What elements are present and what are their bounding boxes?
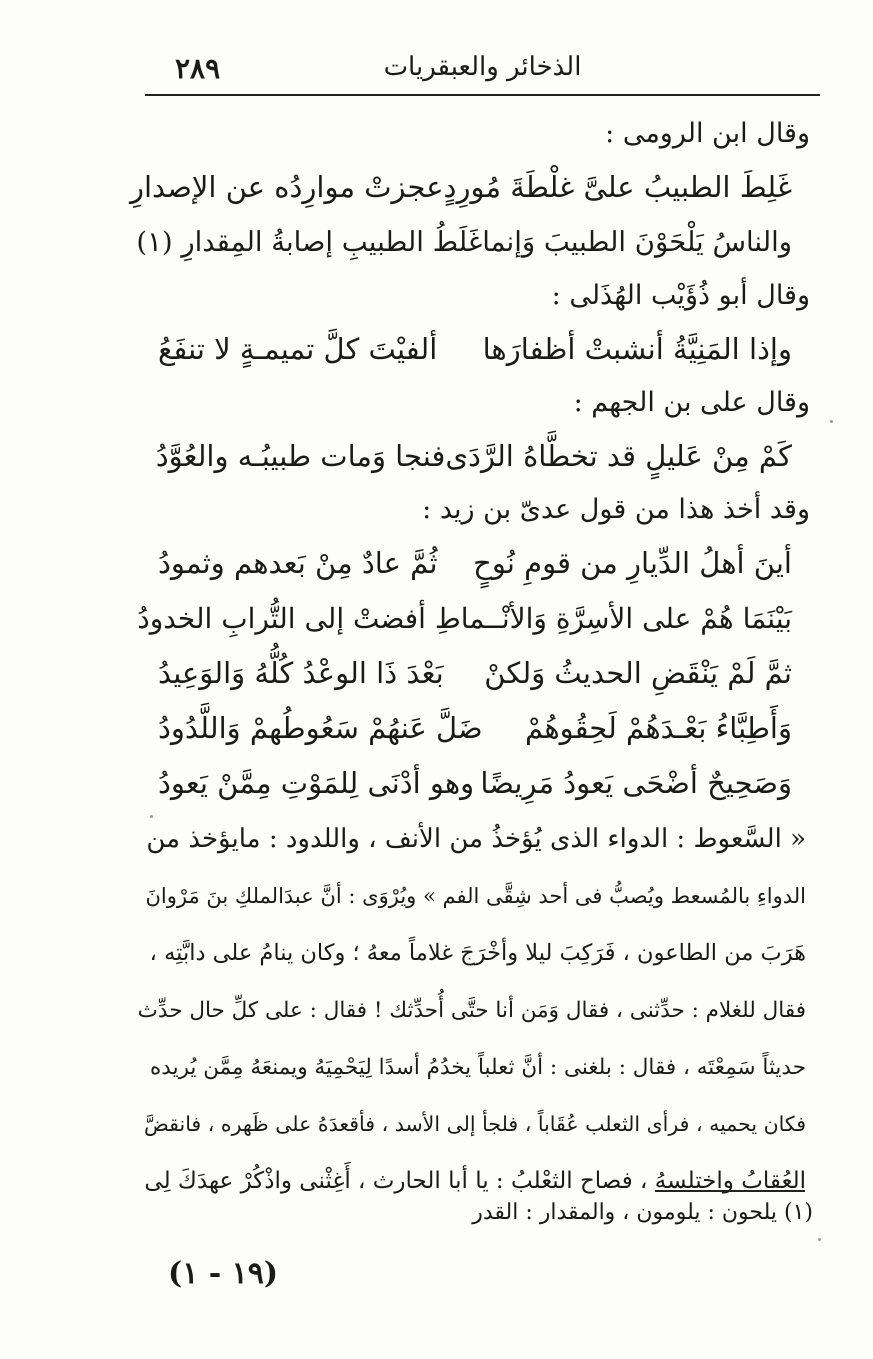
prose-line: فقال للغلام : حدِّثنى ، فقال وَمَن أنا حتَّى أُحدِّثك ! فقال : على كلِّ حال حدِّث — [138, 998, 806, 1023]
verse-first-hemistich: غَلِطَ الطبيبُ علىَّ غلْطَةَ مُورِدٍ — [443, 170, 792, 204]
prose-line: حديثاً سَمِعْتَه ، فقال : بلغنى : أنَّ ثعلباً يخدُمُ أسدًا لِيَحْمِيَهُ ويمنعَهُ مِمَّن يُريده — [150, 1055, 806, 1080]
verse-line — [128, 322, 814, 377]
verse-second-hemistich: بَعْدَ ذَا الوعْدُ كُلُّهُ وَالوَعِيدُ — [158, 656, 444, 690]
verse-second-hemistich: وهو أدْنَى لِلمَوْتِ مِمَّنْ يَعودُ — [158, 766, 475, 800]
verse-line — [128, 160, 814, 215]
footnote: (١) يلحون : يلومون ، والمقدار : القدر — [472, 1200, 813, 1225]
verse-line — [128, 536, 814, 591]
page-number: ٢٨٩ — [175, 52, 221, 85]
verse-first-hemistich: وَصَحِيحٌ أضْحَى يَعودُ مَرِيضًا — [480, 766, 792, 800]
verse-line — [128, 215, 814, 270]
prose-line: الدواءِ بالمُسعط ويُصبُّ فى أحد شِقَّى الفم » ويُرْوَى : أنَّ عبدَالملكِ بنَ مَرْوانَ — [145, 884, 806, 908]
poet-intro: وقال ابن الرومى : — [605, 118, 810, 149]
verse-second-hemistich: ألفيْتَ كلَّ تميمـةٍ لا تنفَعُ — [158, 332, 438, 366]
verse-second-hemistich: عجزتْ موارِدُه عن الإصدارِ — [129, 170, 444, 204]
verse-first-hemistich: كَمْ مِنْ عَليلٍ قد تخطَّاهُ الرَّدَى — [445, 439, 792, 473]
prose-line: فكان يحميه ، فرأى الثعلب عُقَاباً ، فلجأ إلى الأسد ، فأقعدَهُ على ظَهره ، فانقضَّ — [144, 1112, 806, 1136]
header-rule — [145, 94, 820, 96]
prose-line: « السَّعوط : الدواء الذى يُؤخذُ من الأنف ، واللدود : مايؤخذ من — [146, 824, 806, 854]
verse-second-hemistich: ثُمَّ عادٌ مِنْ بَعدهم وثمودُ — [158, 546, 438, 580]
verse-line — [128, 756, 814, 811]
verse-line — [128, 646, 814, 701]
verse-first-hemistich: بَيْنَمَا هُمْ على الأسِرَّةِ وَالأنْـ — [493, 602, 792, 635]
verse-first-hemistich: وإذا المَنِيَّةُ أنشبتْ أظفارَها — [482, 332, 792, 366]
verse-first-hemistich: وَأَطِبَّاءُ بَعْـدَهُمْ لَحِقُوهُمْ — [525, 711, 792, 745]
prose-line: العُقابُ واختلسهُ ، فصاح الثعْلبُ : يا أبا الحارث ، أَغِثْنى واذْكُرْ عهدَكَ لِى — [144, 1168, 806, 1194]
verse-first-hemistich: أينَ أهلُ الدِّيارِ من قومِ نُوحٍ — [473, 546, 792, 580]
page-body — [128, 108, 814, 1210]
verse-second-hemistich: ـماطِ أفضتْ إلى التُّرابِ الخدودُ — [137, 602, 494, 635]
verse-first-hemistich: ثمَّ لَمْ يَنْقَضِ الحديثُ وَلكنْ — [484, 656, 792, 690]
poet-intro: وقد أخذ هذا من قول عدىّ بن زيد : — [422, 494, 810, 525]
verse-second-hemistich: فنجا وَمات طبيبُـه والعُوَّدُ — [155, 439, 446, 473]
poet-intro: وقال أبو ذُؤَيْب الهُذَلى : — [551, 280, 810, 311]
paper-speck — [818, 1238, 821, 1241]
paper-speck — [150, 815, 153, 818]
verse-second-hemistich: ضَلَّ عَنهُمْ سَعُوطُهمْ وَاللَّدُودُ — [158, 711, 483, 745]
verse-line — [128, 701, 814, 756]
printer-signature: (١٩ - ١) — [168, 1256, 279, 1291]
prose-paragraph — [128, 811, 814, 1210]
verse-second-hemistich: غَلَطُ الطبيبِ إصابةُ المِقدارِ (١) — [136, 226, 483, 258]
verse-line — [128, 429, 814, 484]
verse-line — [128, 591, 814, 646]
paper-speck — [830, 420, 833, 423]
verse-first-hemistich: والناسُ يَلْحَوْنَ الطبيبَ وَإنما — [482, 226, 792, 258]
running-title: الذخائر والعبقريات — [383, 52, 582, 82]
footnote-rule — [655, 1190, 805, 1192]
page-header — [145, 48, 820, 92]
poet-intro: وقال على بن الجهم : — [573, 387, 810, 418]
prose-line: هَرَبَ من الطاعون ، فَرَكِبَ ليلا وأخْرَجَ غلاماً معهُ ؛ وكان ينامُ على دابَّتِه ، — [149, 940, 806, 966]
